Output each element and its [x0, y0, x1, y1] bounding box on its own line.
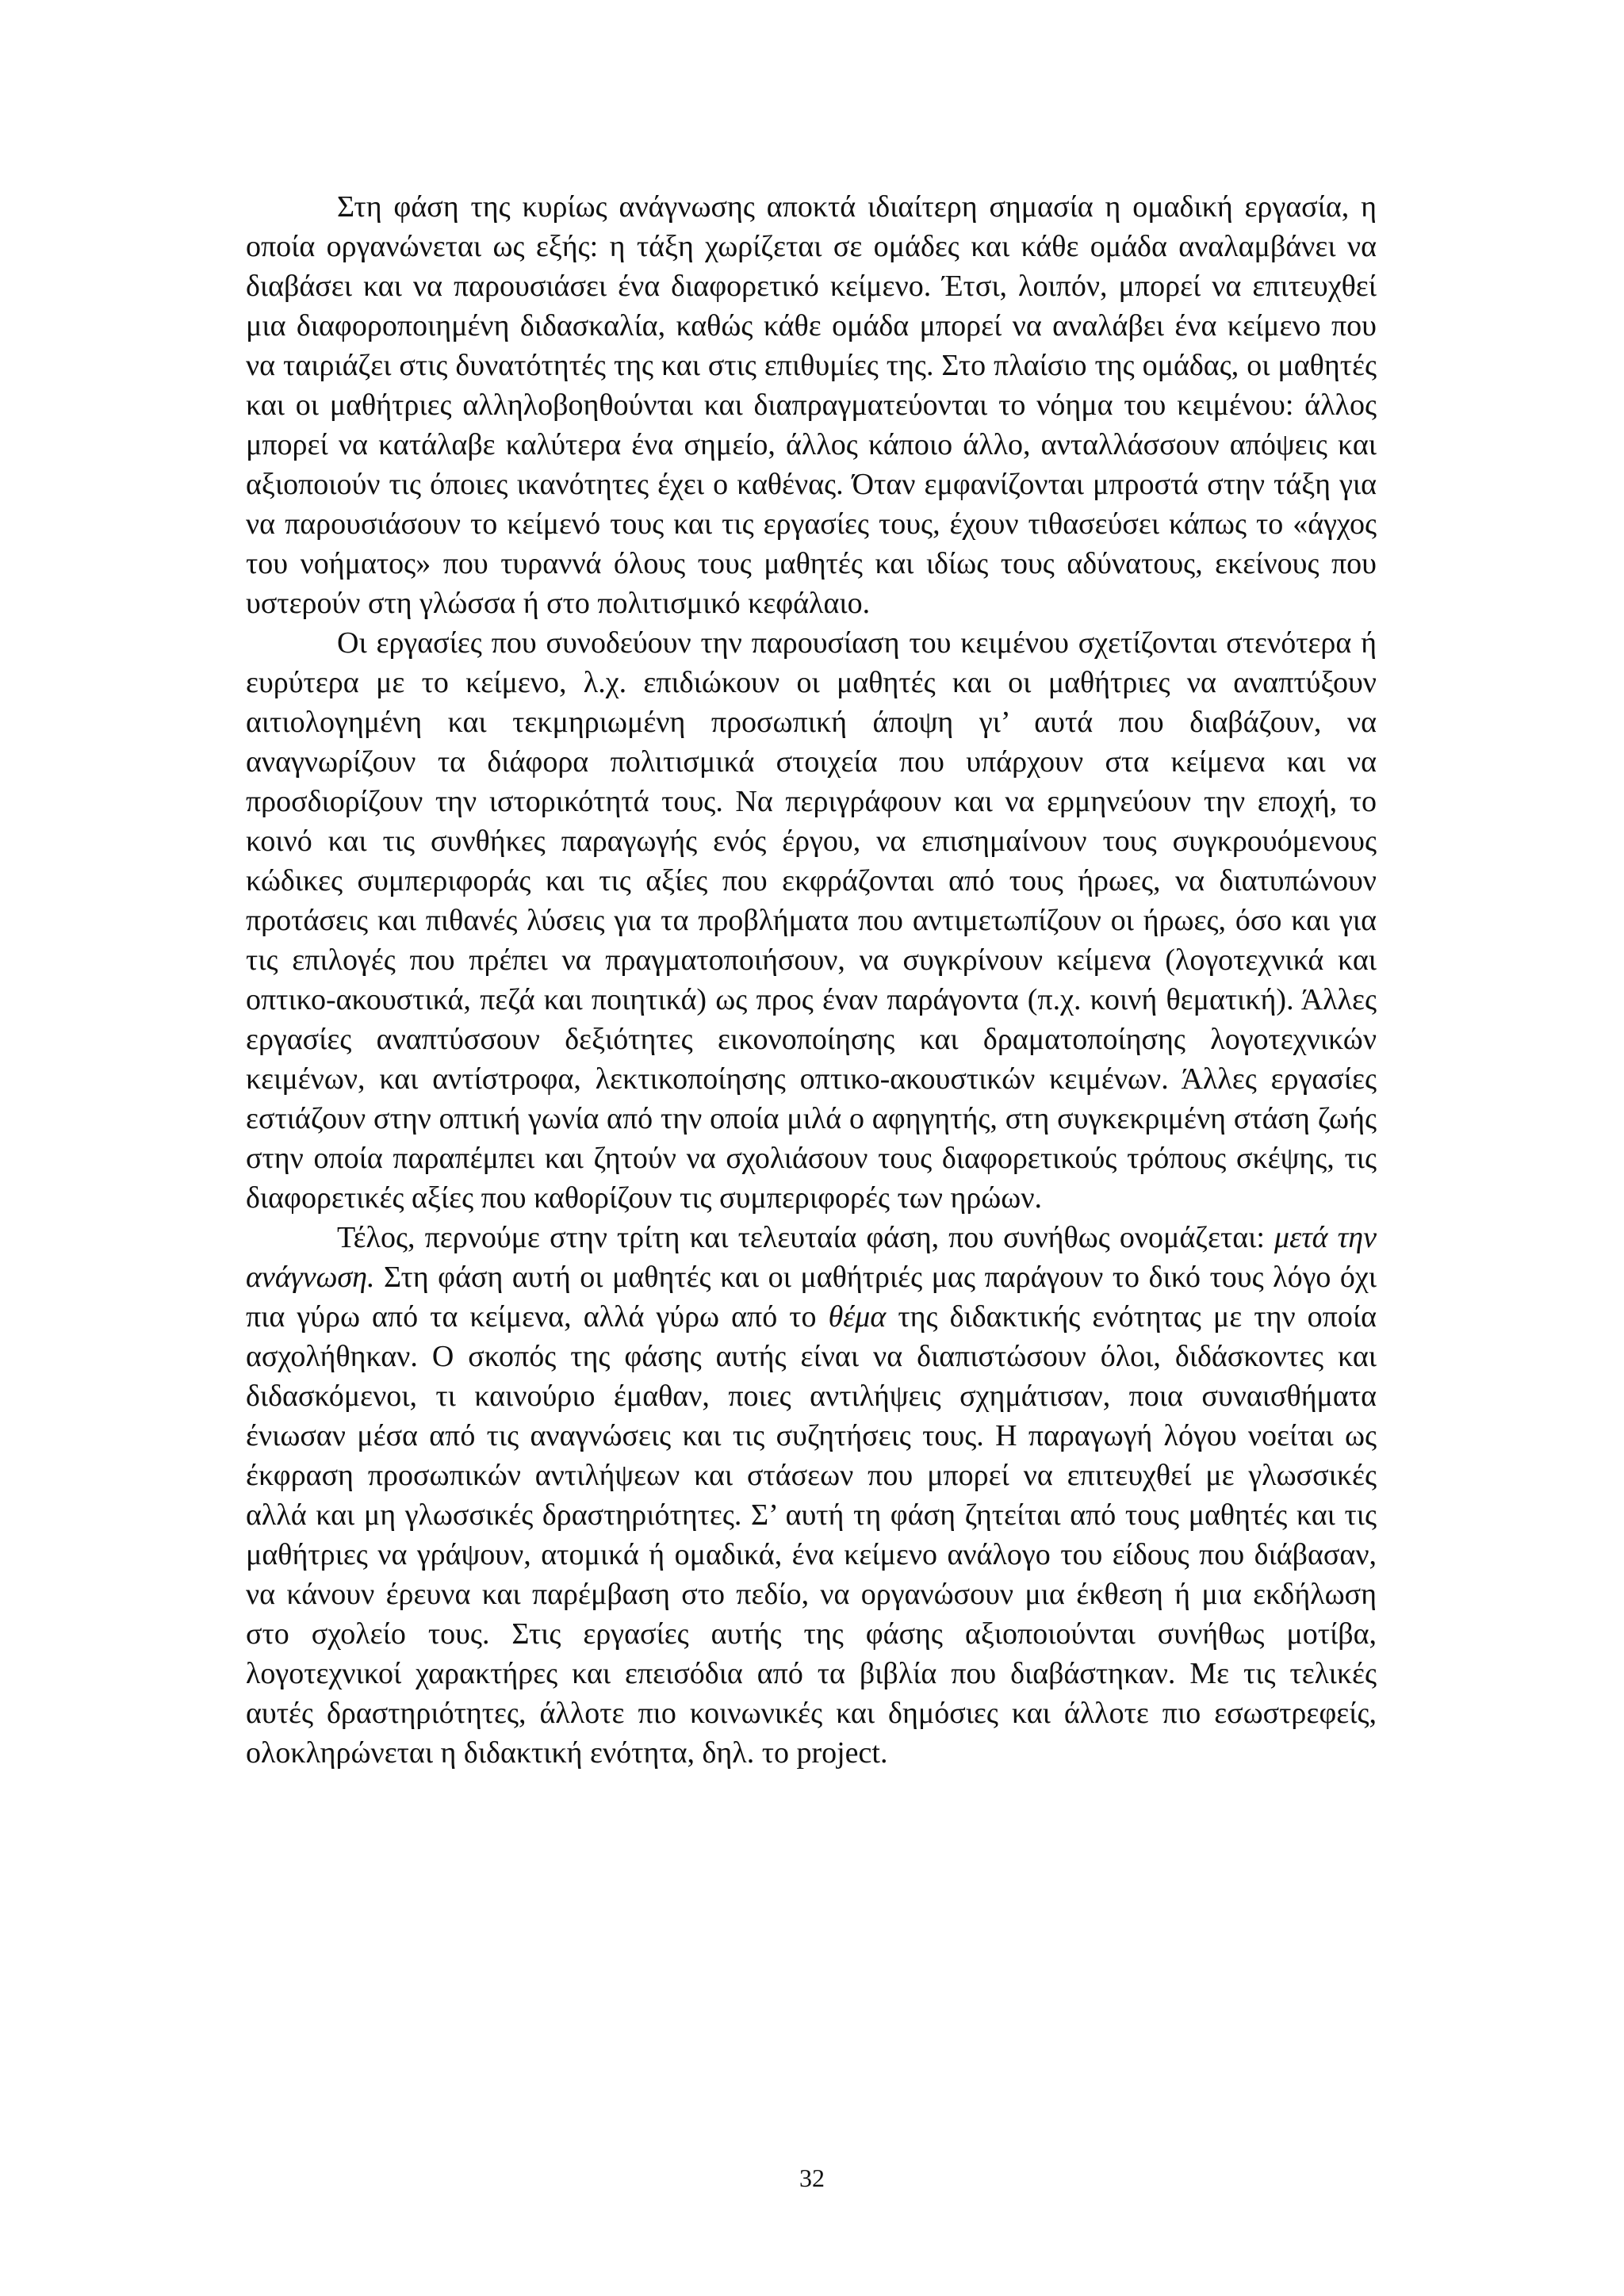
paragraph-2-text: Οι εργασίες που συνοδεύουν την παρουσίαση του κειμένου σχετίζονται στενότερα ή ευρύτερα με το κείμενο, λ.χ. επιδιώκουν οι μαθητές και οι μαθήτριες να αναπτύξουν αιτιολογημένη και τεκμηριωμένη προσωπική άποψη γι’ αυτά που διαβάζουν, να αναγνωρίζουν τα διάφορα πολιτισμικά στοιχεία που υπάρχουν στα κείμενα και να προσδιορίζουν την ιστορικότητά τους. Να περιγράφουν και να ερμηνεύουν την εποχή, το κοινό και τις συνθήκες παραγωγής ενός έργου, να επισημαίνουν τους συγκρουόμενους κώδικες συμπεριφοράς και τις αξίες που εκφράζονται από τους ήρωες, να διατυπώνουν προτάσεις και πιθανές λύσεις για τα προβλήματα που αντιμετωπίζουν οι ήρωες, όσο και για τις επιλογές που πρέπει να πραγματοποιήσουν, να συγκρίνουν κείμενα (λογοτεχνικά και οπτικο-ακουστικά, πεζά και ποιητικά) ως προς έναν παράγοντα (π.χ. κοινή θεματική). Άλλες εργασίες αναπτύσσουν δεξιότητες εικονοποίησης και δραματοποίησης λογοτεχνικών κειμένων, και αντίστροφα, λεκτικοποίησης οπτικο-ακουστικών κειμένων. Άλλες εργασίες εστιάζουν στην οπτική γωνία από την οποία μιλά ο αφηγητής, στη συγκεκριμένη στάση ζωής στην οποία παραπέμπει και ζητούν να σχολιάσουν τους διαφορετικούς τρόπους σκέψης, τις διαφορετικές αξίες που καθορίζουν τις συμπεριφορές των ηρώων. — [246, 626, 1377, 1215]
paragraph-3-italic-theme: θέμα — [828, 1300, 887, 1334]
paragraph-3-italic-phase-name: μετά την ανάγνωση. — [246, 1221, 1377, 1294]
paragraph-3-text-2: Στη φάση αυτή οι μαθητές και οι μαθήτριές μας παράγουν το δικό τους λόγο όχι πια γύρω από τα κείμενα, αλλά γύρω από το — [246, 1261, 1377, 1334]
paragraph-3-text-3: της διδακτικής ενότητας με την οποία ασχολήθηκαν. Ο σκοπός της φάσης αυτής είναι να διαπιστώσουν όλοι, διδάσκοντες και διδασκόμενοι, τι καινούριο έμαθαν, ποιες αντιλήψεις σχημάτισαν, ποια συναισθήματα ένιωσαν μέσα από τις αναγνώσεις και τις συζητήσεις τους. Η παραγωγή λόγου νοείται ως έκφραση προσωπικών αντιλήψεων και στάσεων που μπορεί να επιτευχθεί με γλωσσικές αλλά και μη γλωσσικές δραστηριότητες. Σ’ αυτή τη φάση ζητείται από τους μαθητές και τις μαθήτριες να γράψουν, ατομικά ή ομαδικά, ένα κείμενο ανάλογο του είδους που διάβασαν, να κάνουν έρευνα και παρέμβαση στο πεδίο, να οργανώσουν μια έκθεση ή μια εκδήλωση στο σχολείο τους. Στις εργασίες αυτής της φάσης αξιοποιούνται συνήθως μοτίβα, λογοτεχνικοί χαρακτήρες και επεισόδια από τα βιβλία που διαβάστηκαν. Με τις τελικές αυτές δραστηριότητες, άλλοτε πιο κοινωνικές και δημόσιες και άλλοτε πιο εσωστρεφείς, ολοκληρώνεται η διδακτική ενότητα, δηλ. το project. — [246, 1300, 1377, 1770]
page-number: 32 — [799, 2164, 825, 2192]
paragraph-2 — [246, 623, 1377, 1218]
paragraph-3 — [246, 1218, 1377, 1773]
paragraph-1 — [246, 187, 1377, 623]
paragraph-1-text: Στη φάση της κυρίως ανάγνωσης αποκτά ιδιαίτερη σημασία η ομαδική εργασία, η οποία οργανώνεται ως εξής: η τάξη χωρίζεται σε ομάδες και κάθε ομάδα αναλαμβάνει να διαβάσει και να παρουσιάσει ένα διαφορετικό κείμενο. Έτσι, λοιπόν, μπορεί να επιτευχθεί μια διαφοροποιημένη διδασκαλία, καθώς κάθε ομάδα μπορεί να αναλάβει ένα κείμενο που να ταιριάζει στις δυνατότητές της και στις επιθυμίες της. Στο πλαίσιο της ομάδας, οι μαθητές και οι μαθήτριες αλληλοβοηθούνται και διαπραγματεύονται το νόημα του κειμένου: άλλος μπορεί να κατάλαβε καλύτερα ένα σημείο, άλλος κάποιο άλλο, ανταλλάσσουν απόψεις και αξιοποιούν τις όποιες ικανότητες έχει ο καθένας. Όταν εμφανίζονται μπροστά στην τάξη για να παρουσιάσουν το κείμενό τους και τις εργασίες τους, έχουν τιθασεύσει κάπως το «άγχος του νοήματος» που τυραννά όλους τους μαθητές και ιδίως τους αδύνατους, εκείνους που υστερούν στη γλώσσα ή στο πολιτισμικό κεφάλαιο. — [246, 190, 1377, 620]
body-text — [246, 187, 1377, 1773]
paragraph-3-text-1: Τέλος, περνούμε στην τρίτη και τελευταία φάση, που συνήθως ονομάζεται: — [337, 1221, 1275, 1254]
